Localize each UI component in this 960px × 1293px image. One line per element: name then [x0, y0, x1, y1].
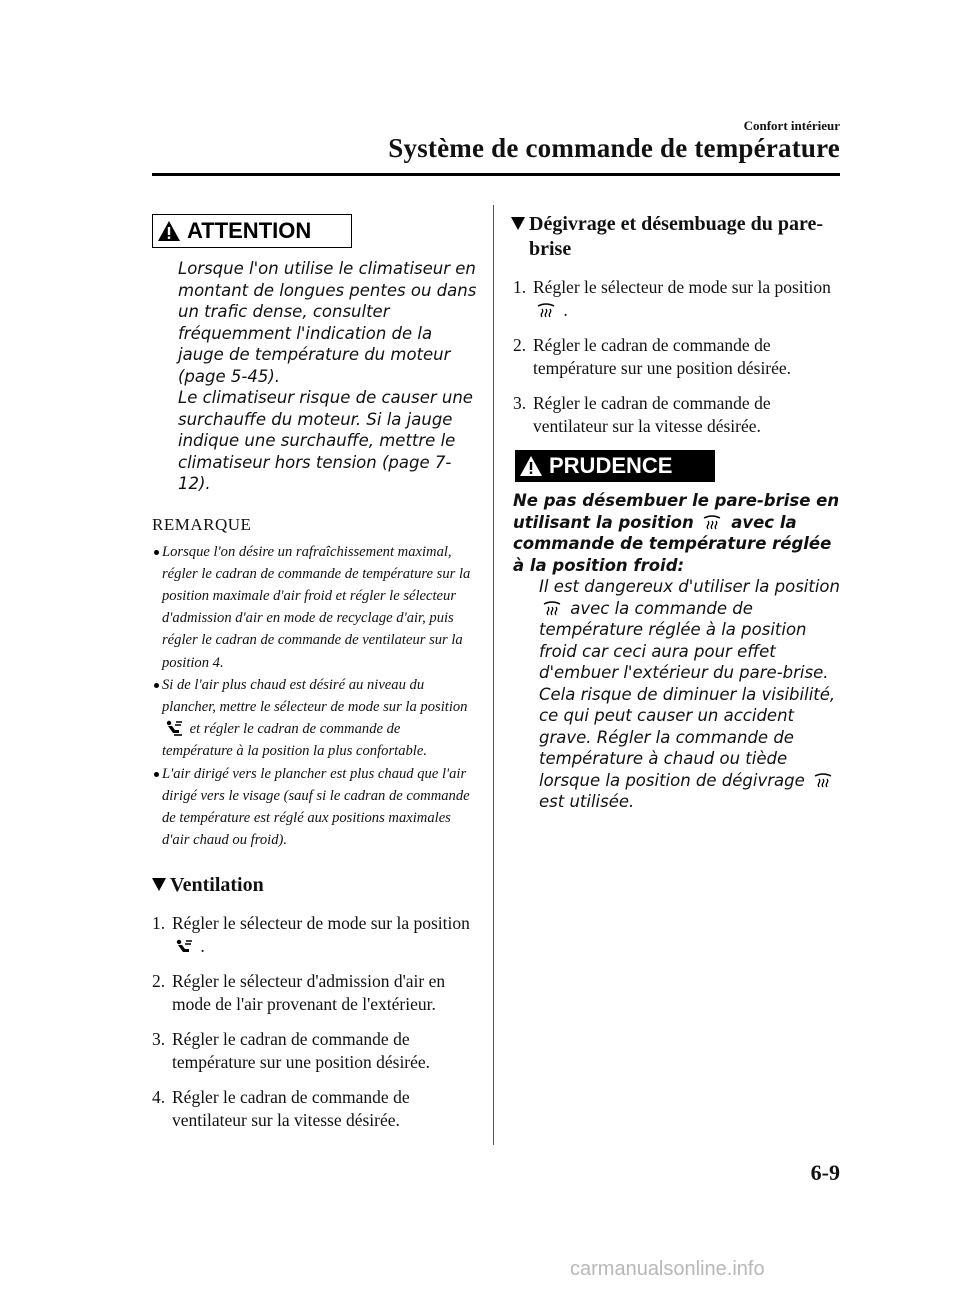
right-column: [513, 212, 843, 813]
floor-mode-icon: [175, 939, 193, 955]
prudence-body: Il est dangereux d'utiliser la position avec la commande de température réglée à la position froid car ceci aura pour effet d'embuer l'extérieur du pare-brise. Cela risque de diminuer la visibilité, ce qui peut causer un accident grave. Régler la commande de température à chaud ou tiède lorsque la position de dégivrage est utilisée.: [539, 577, 840, 811]
prudence-callout: [515, 450, 715, 482]
defrost-steps: [513, 276, 843, 438]
watermark-text[interactable]: carmanualsonline.info: [570, 1258, 765, 1280]
defrost-icon: [813, 773, 833, 789]
triangle-bullet-icon: [511, 217, 525, 230]
attention-label: ATTENTION: [187, 218, 312, 243]
defrost-icon: [702, 515, 722, 531]
note-item: Lorsque l'on désire un rafraîchissement maximal, régler le cadran de commande de température sur la position maximale d'air froid et régler le sélecteur d'admission d'air en mode de recyclage d'air, puis régler le cadran de commande de ventilateur sur la position 4.: [152, 541, 474, 674]
step-item: 3. Régler le cadran de commande de température sur une position désirée.: [152, 1029, 431, 1073]
step-item: 2. Régler le sélecteur d'admission d'air en mode de l'air provenant de l'extérieur.: [152, 971, 446, 1015]
prudence-label: PRUDENCE: [549, 453, 673, 478]
note-item: L'air dirigé vers le plancher est plus chaud que l'air dirigé vers le visage (sauf si le cadran de commande de température est réglé aux positions maximales d'air chaud ou froid).: [152, 763, 474, 852]
page-title: Système de commande de température: [388, 133, 840, 163]
defrost-icon: [536, 303, 556, 319]
attention-text: Lorsque l'on utilise le climatiseur en montant de longues pentes ou dans un trafic dense, consulter fréquemment l'indication de la jauge de température du moteur (page 5-45).: [178, 259, 477, 386]
defrost-heading: Dégivrage et désembuage du pare-brise: [511, 212, 843, 262]
step-item: 2. Régler le cadran de commande de température sur une position désirée.: [513, 335, 792, 378]
attention-callout: [152, 214, 352, 248]
ventilation-heading: Ventilation: [152, 873, 474, 898]
page-number: 6-9: [810, 1160, 840, 1185]
warning-icon: [519, 455, 543, 477]
floor-mode-icon: [165, 720, 183, 736]
step-item: 4. Régler le cadran de commande de ventilateur sur la vitesse désirée.: [152, 1087, 410, 1131]
step-item: 1. Régler le sélecteur de mode sur la position .: [513, 277, 831, 320]
header-rule: [152, 173, 840, 176]
remarque-title: REMARQUE: [152, 514, 252, 534]
left-column: [152, 214, 477, 1144]
section-title: Confort intérieur: [743, 118, 840, 133]
attention-text: Le climatiseur risque de causer une surchauffe du moteur. Si la jauge indique une surchauffe, mettre le climatiseur hors tension (page 7-12).: [178, 388, 473, 493]
step-item: 1. Régler le sélecteur de mode sur la position .: [152, 913, 470, 957]
step-item: 3. Régler le cadran de commande de ventilateur sur la vitesse désirée.: [513, 393, 771, 436]
remarque-list: [152, 541, 474, 852]
ventilation-steps: [152, 912, 474, 1132]
triangle-bullet-icon: [152, 878, 166, 891]
warning-icon: [157, 220, 181, 242]
column-divider: [493, 205, 494, 1145]
defrost-icon: [542, 601, 562, 617]
attention-body: [178, 258, 478, 495]
note-item: Si de l'air plus chaud est désiré au niveau du plancher, mettre le sélecteur de mode sur la position et régler le cadran de commande de température à la position la plus confortable.: [152, 674, 474, 763]
prudence-heading: Ne pas désembuer le pare-brise en utilisant la position avec la commande de température réglée à la position froid:: [513, 491, 840, 575]
